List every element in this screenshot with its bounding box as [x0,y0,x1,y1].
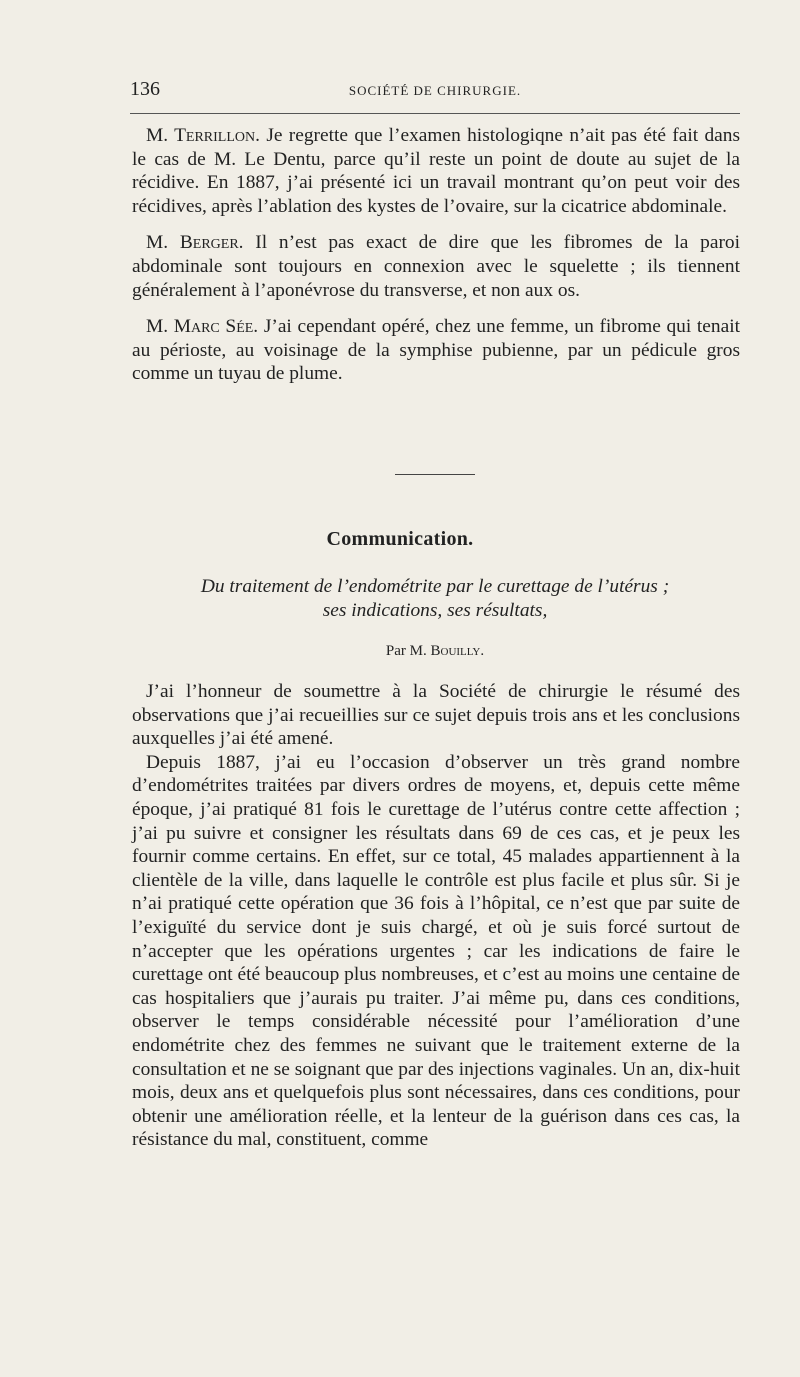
speaker-name: M. Berger. [146,232,244,254]
byline [0,643,800,660]
article-title-line-2: ses indications, ses résultats, [322,600,548,621]
paragraph-marc-see [132,315,740,386]
running-title: SOCIÉTÉ DE CHIRURGIE. [348,83,522,98]
page-header [130,78,740,102]
article-title-line-1: Du traitement de l’endométrite par le curettage de l’utérus ; [200,576,670,597]
paragraph-text: Il n’est pas exact de dire que les fibromes de la paroi abdominale sont toujours en connexion avec le squelette ; ils tiennent généralement à l’aponévrose du transverse, et non aux os. [132,232,740,301]
header-rule [130,113,740,114]
page-number: 136 [130,78,160,100]
section-heading: Communication. [326,528,474,550]
paragraph-terrillon [132,124,740,218]
byline-author: Bouilly. [430,643,485,659]
body-paragraph: Depuis 1887, j’ai eu l’occasion d’observer un très grand nombre d’endométrites traitées par divers ordres de moyens, et, depuis cette même époque, j’ai pratiqué 81 fois le curettage de l’utérus contre cette affection ; j’ai pu suivre et consigner les résultats dans 69 de ces cas, et je peux les fournir comme certains. En effet, sur ce total, 45 malades appartiennent à la clientèle de la ville, dans laquelle le contrôle est plus facile et plus sûr. Si je n’ai pratiqué cette opération que 36 fois à l’hôpital, ce n’est que par suite de l’exiguïté du service dont je suis chargé, et où je suis forcé surtout de n’accepter que les opérations urgentes ; car les indications de faire le curettage ont été beaucoup plus nombreuses, et c’est au moins une centaine de cas hospitaliers que j’aurais pu traiter. J’ai même pu, dans ces conditions, observer le temps considérable nécessité pour l’amélioration d’une endométrite chez des femmes ne suivant que le traitement externe de la consultation et ne se soignant que par des injections vaginales. Un an, dix-huit mois, deux ans et quelquefois plus sont nécessaires, dans ces conditions, pour obtenir une amélioration réelle, et la lenteur de la guérison dans ces cas, la résistance du mal, constituent, comme [132,751,740,1151]
byline-prefix: Par M. [385,643,427,659]
speaker-name: M. Marc Sée. [146,316,259,338]
paragraph-text: Je regrette que l’examen histologiqne n’ait pas été fait dans le cas de M. Le Dentu, parce qu’il reste un point de doute au sujet de la récidive. En 1887, j’ai présenté ici un travail montrant qu’on peut voir des récidives, après l’ablation des kystes de l’ovaire, sur la cicatrice abdominale. [132,125,740,217]
section-separator [395,474,475,475]
body-text [132,680,740,1152]
discussion-block [132,124,740,386]
speaker-name: M. Terrillon. [146,125,260,146]
paragraph-text: J’ai cependant opéré, chez une femme, un fibrome qui tenait au périoste, au voisinage de la symphise pubienne, par un pédicule gros comme un tuyau de plume. [132,316,740,385]
article-title [120,575,750,623]
paragraph-berger [132,231,740,302]
body-paragraph: J’ai l’honneur de soumettre à la Société de chirurgie le résumé des observations que j’ai recueillies sur ce sujet depuis trois ans et les conclusions auxquelles j’ai été amené. [132,681,740,750]
